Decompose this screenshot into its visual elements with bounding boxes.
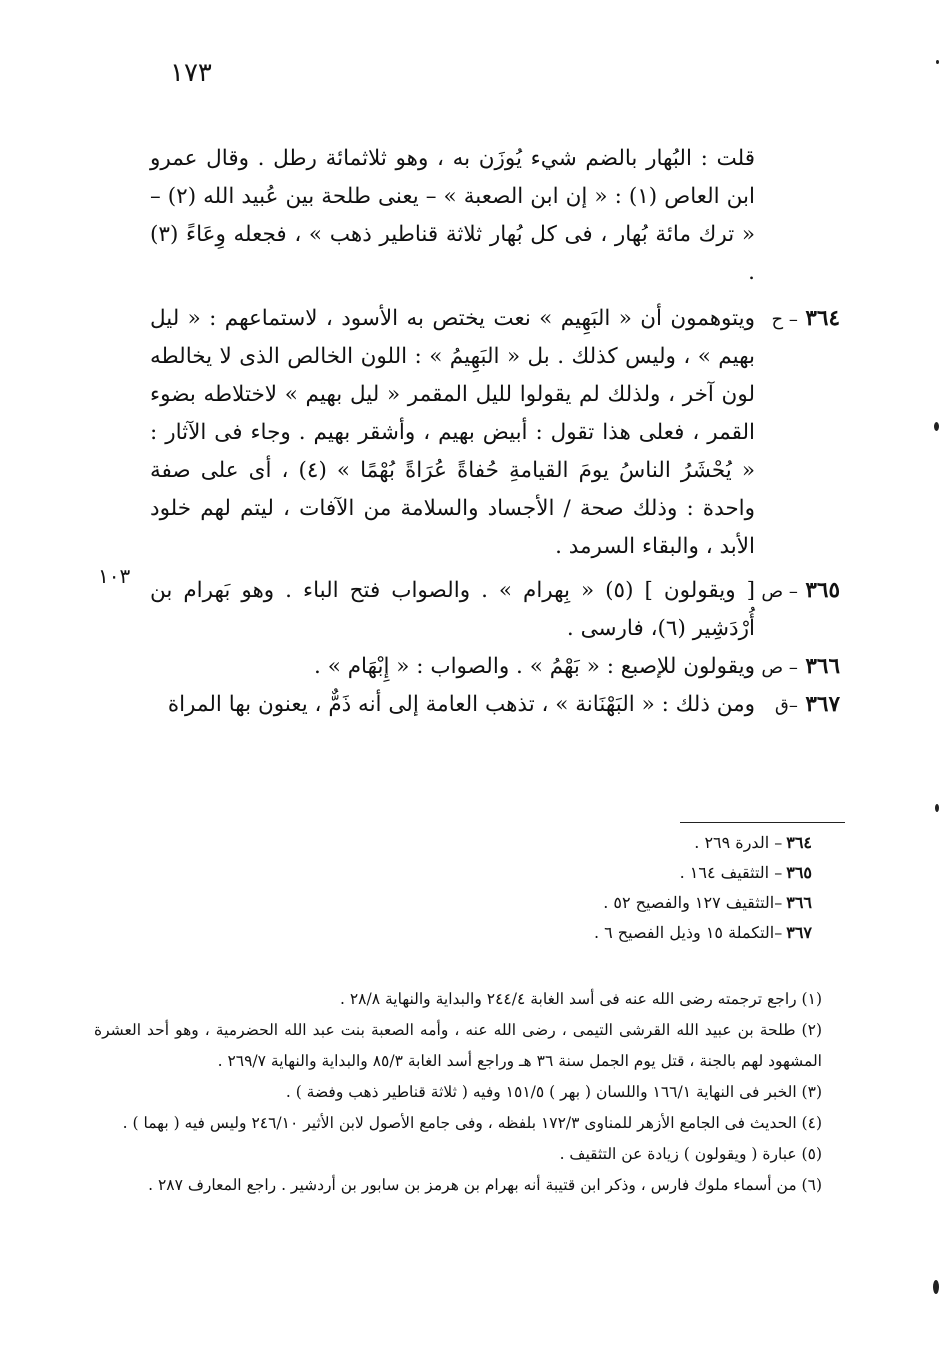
source-references — [132, 828, 812, 948]
entry-367 — [150, 686, 840, 724]
page-number: ١٧٣ — [170, 58, 212, 88]
footnote: (٤) الحديث فى الجامع الأزهر للمناوى ١٧٢/٣ بلفظه ، وفى جامع الأصول لابن الأثير ٢٤٦/١٠ وليس فيه ( بهما ) . — [122, 1114, 822, 1132]
footnotes — [94, 984, 844, 1201]
scan-mark — [934, 422, 939, 431]
footnote: (٣) الخبر فى النهاية ١٦٦/١ واللسان ( بهر ) ١٥١/٥ وفيه ( ثلاثة قناطير ذهب وفضة ) . — [285, 1083, 822, 1101]
main-text — [150, 140, 840, 724]
reference-item: ٣٦٦–التثقيف ١٢٧ والفصيح ٥٢ . — [603, 893, 812, 912]
entry-365 — [150, 572, 840, 648]
entry-text: ومن ذلك : « البَهْنَانة » ، تذهب العامة إلى أنه ذَمٌّ ، يعنون بها المراة — [167, 692, 755, 717]
scan-mark — [936, 60, 939, 64]
entry-number: ٣٦٥ – ص — [761, 578, 840, 603]
footnote: (٦) من أسماء ملوك فارس ، وذكر ابن قتيبة أنه بهرام بن هرمز بن سابور بن أردشير . راجع المعارف ٢٨٧ . — [148, 1176, 822, 1194]
entry-364 — [150, 300, 840, 566]
footnote: (١) راجع ترجمته رضى الله عنه فى أسد الغابة ٢٤٤/٤ والبداية والنهاية ٢٨/٨ . — [339, 990, 822, 1008]
margin-page-reference: ١٠٣ — [98, 564, 131, 588]
entry-text: [ ويقولون ] (٥) « بِهرام » . والصواب فتح الباء . وهو بَهرام بن أُرْدَشِير (٦)، فارسى . — [150, 578, 755, 641]
entry-text: ويقولون للإصبع : « بَهْمُ » . والصواب : « إِبْهَام » . — [314, 654, 755, 679]
scan-mark — [933, 1280, 939, 1294]
scan-mark — [935, 804, 939, 812]
entry-number: ٣٦٤ – ح — [771, 306, 840, 331]
entry-number: ٣٦٦ – ص — [761, 654, 840, 679]
intro-paragraph: قلت : البُهار بالضم شيء يُوزَن به ، وهو ثلاثمائة رطل . وقال عمرو ابن العاص (١) : « إن ابن الصعبة » – يعنى طلحة بين عُبيد الله (٢) – « ترك مائة بُهار ، فى كل بُهار ثلاثة قناطير ذهب » ، فجعله وِعَاءً (٣) . — [150, 146, 755, 285]
reference-item: ٣٦٥– التثقيف ١٦٤ . — [679, 863, 812, 882]
reference-item: ٣٦٤– الدرة ٢٦٩ . — [694, 833, 812, 852]
entry-number: ٣٦٧ –ق — [774, 692, 840, 717]
entry-366 — [150, 648, 840, 686]
footnote: (٥) عبارة ( ويقولون ) زيادة عن التثقيف . — [559, 1145, 822, 1163]
entry-text: ويتوهمون أن « البَهِيم » نعت يختص به الأسود ، لاستماعهم : « ليل بهيم » ، وليس كذلك . بل « البَهِيمُ » : اللون الخالص الذى لا يخالطه لون آخر ، ولذلك لم يقولوا لليل المقمر « ليل بهيم » لاختلاطه بضوء القمر ، فعلى هذا تقول : أبيض بهيم ، وأشقر بهيم . وجاء فى الآثار : « يُحْشَرُ الناسُ يومَ القيامةِ حُفاةً عُرَاةً بُهْمًا » (٤) ، أى على صفة واحدة : وذلك صحة / الأجساد والسلامة من الآفات ، ليتم لهم خلود الأبد ، والبقاء السرمد . — [150, 306, 755, 559]
footnote-divider — [680, 822, 845, 823]
reference-item: ٣٦٧–التكملة ١٥ وذيل الفصيح ٦ . — [593, 923, 812, 942]
footnote: (٢) طلحة بن عبيد الله القرشى التيمى ، رضى الله عنه ، وأمه الصعبة بنت عبد الله الحضرمية ، وهو أحد العشرة المشهود لهم بالجنة ، قتل يوم الجمل سنة ٣٦ هـ وراجع أسد الغابة ٨٥/٣ والبداية والنهاية ٢٦٩/٧ . — [94, 1021, 822, 1070]
